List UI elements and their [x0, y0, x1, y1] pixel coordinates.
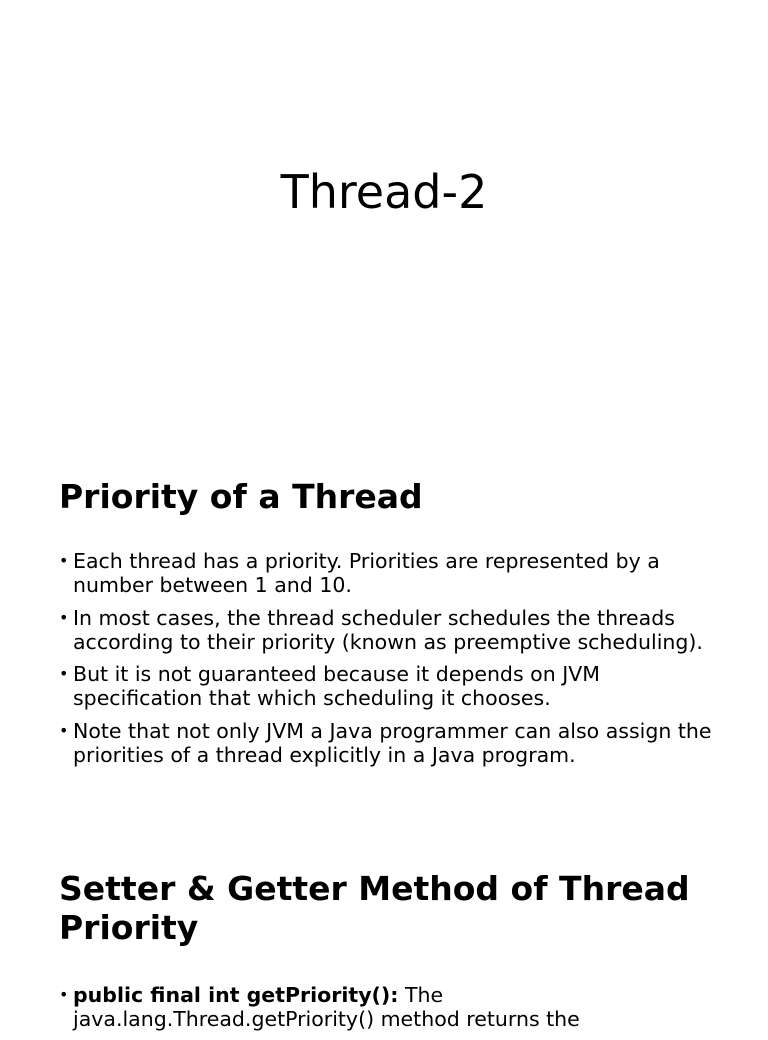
- bullet-icon: •: [59, 985, 69, 1004]
- section-heading-priority: Priority of a Thread: [59, 477, 423, 516]
- list-item: [59, 662, 719, 711]
- bullet-icon: •: [59, 720, 69, 740]
- bullet-text: But it is not guaranteed because it depends on JVM specification that which scheduling it chooses.: [73, 662, 600, 711]
- bullet-text: The java.lang.Thread.getPriority() method returns the: [73, 983, 580, 1032]
- list-item: [59, 983, 719, 1032]
- slide-title: Thread-2: [280, 165, 488, 219]
- list-item: [59, 606, 719, 655]
- list-item: [59, 549, 719, 598]
- section-heading-setter-getter: Setter & Getter Method of Thread Priority: [59, 869, 690, 947]
- list-item: [59, 719, 719, 768]
- bullet-icon: •: [59, 607, 69, 627]
- priority-bullet-list: [59, 549, 719, 775]
- setter-getter-bullet-list: [59, 983, 719, 1040]
- method-signature: public final int getPriority():: [73, 983, 399, 1007]
- bullet-icon: •: [59, 664, 69, 684]
- bullet-icon: •: [59, 551, 69, 570]
- bullet-text: In most cases, the thread scheduler schedules the threads according to their priority (known as preemptive scheduling).: [73, 605, 703, 654]
- bullet-text: Note that not only JVM a Java programmer can also assign the priorities of a thread explicitly in a Java program.: [73, 718, 712, 768]
- bullet-text: Each thread has a priority. Priorities are represented by a number between 1 and 10.: [73, 549, 660, 598]
